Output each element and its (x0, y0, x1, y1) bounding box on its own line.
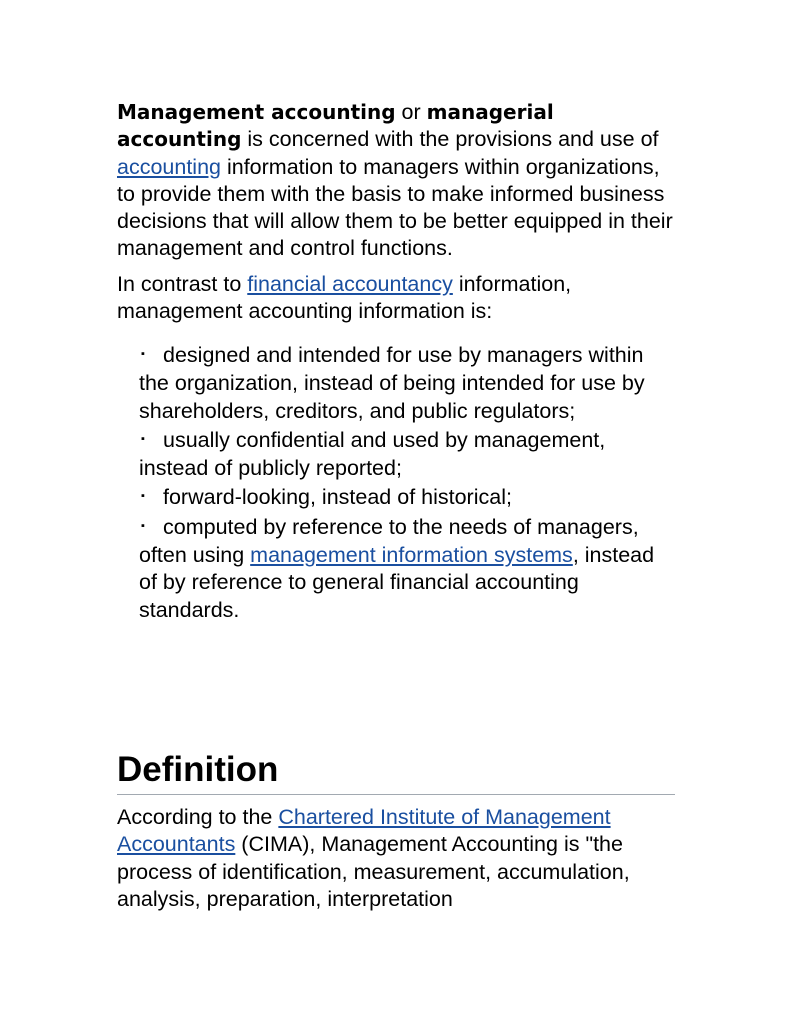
list-item (139, 514, 677, 624)
definition-paragraph (117, 804, 677, 913)
intro-text-b: information to managers within organizations, to provide them with the basis to make informed business decisions that will allow them to be better equipped in their management and control functions. (117, 154, 673, 261)
article-body (117, 99, 677, 626)
list-item-text: designed and intended for use by managers within the organization, instead of being intended for use by shareholders, creditors, and public regulators; (139, 343, 645, 423)
bullet-square-icon: ▪ (141, 519, 145, 532)
characteristics-list (139, 342, 677, 624)
bullet-square-icon: ▪ (141, 432, 145, 445)
definition-text-a: According to the (117, 805, 279, 829)
bullet-square-icon: ▪ (141, 348, 145, 361)
list-item-text-b: , instead of by reference to general financial accounting standards. (139, 543, 655, 622)
link-financial-accountancy[interactable]: financial accountancy (247, 271, 453, 296)
contrast-paragraph (117, 271, 677, 326)
link-cima[interactable]: Chartered Institute of Management Accountants (117, 805, 611, 857)
intro-paragraph (117, 99, 677, 263)
list-item (139, 427, 677, 482)
bullet-square-icon: ▪ (141, 489, 145, 502)
intro-text-a: is concerned with the provisions and use of (241, 127, 659, 152)
list-item-text-a: computed by reference to the needs of managers, often using (139, 515, 639, 568)
list-item-text: forward-looking, instead of historical; (163, 485, 512, 510)
list-item (139, 484, 677, 512)
definition-text-b: (CIMA), Management Accounting is "the process of identification, measurement, accumulation, analysis, preparation, interpretation (117, 832, 630, 911)
intro-connector: or (395, 100, 427, 124)
list-item (139, 342, 677, 425)
list-item-text: usually confidential and used by management, instead of publicly reported; (139, 427, 606, 480)
term-management-accounting: Management accounting (117, 100, 396, 124)
contrast-text-b: information, management accounting information is: (117, 271, 572, 324)
link-management-information-systems[interactable]: management information systems (250, 543, 573, 568)
link-accounting[interactable]: accounting (117, 154, 221, 179)
contrast-text-a: In contrast to (117, 271, 248, 296)
section-heading-definition: Definition (117, 748, 675, 795)
term-managerial-accounting: managerial accounting (117, 100, 554, 152)
